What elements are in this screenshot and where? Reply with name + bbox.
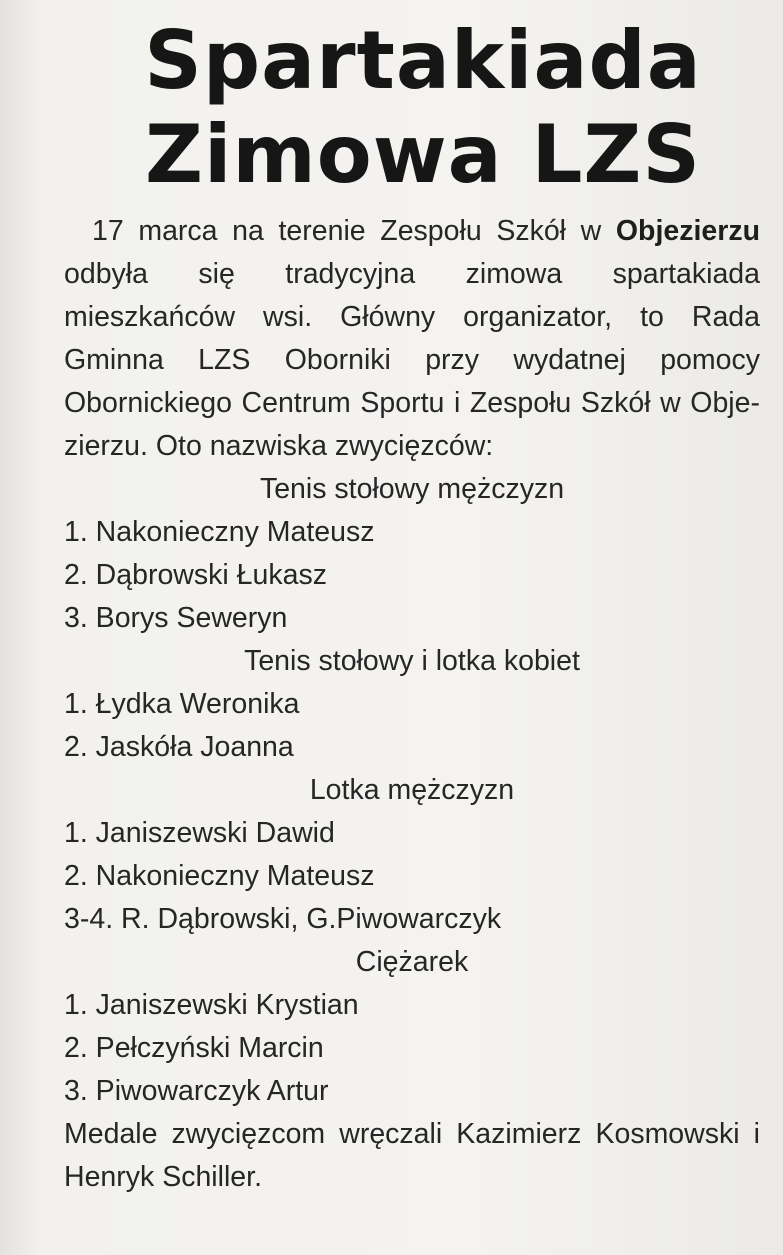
result-item: 2. Jaskóła Joanna bbox=[64, 731, 294, 763]
intro-text-before: 17 marca na terenie Zespołu Szkół w bbox=[92, 215, 616, 247]
result-item: 1. Nakonieczny Mateusz bbox=[64, 516, 375, 548]
results-section-women-table-tennis-darts bbox=[64, 640, 760, 769]
section-heading: Tenis stołowy i lotka kobiet bbox=[244, 645, 580, 677]
intro-text-after: odbyła się tradycyjna zimowa spartakiada mieszkańców wsi. Główny organizator, to Rada Gminna LZS Oborniki przy wydatnej pomocy Obornickiego Centrum Sportu i Zespołu Szkół w Objezierzu. Oto nazwiska zwycięzców: bbox=[64, 258, 760, 462]
intro-paragraph bbox=[64, 210, 760, 468]
section-heading: Lotka mężczyzn bbox=[309, 774, 515, 806]
title-line-2: Zimowa LZS bbox=[144, 108, 702, 201]
title-line-1: Spartakiada bbox=[144, 14, 702, 107]
result-item: 1. Janiszewski Dawid bbox=[64, 817, 335, 849]
result-item: 1. Łydka Weronika bbox=[64, 688, 300, 720]
section-heading: Ciężarek bbox=[355, 946, 469, 978]
results-section-men-table-tennis bbox=[64, 468, 760, 640]
result-item: 2. Nakonieczny Mateusz bbox=[64, 860, 375, 892]
article-body bbox=[64, 210, 760, 1199]
results-section-men-darts bbox=[64, 769, 760, 941]
result-item: 1. Janiszewski Krystian bbox=[64, 989, 359, 1021]
results-section-weight bbox=[64, 941, 760, 1113]
closing-paragraph: Medale zwycięzcom wręczali Kazimierz Kosmowski i Henryk Schiller. bbox=[64, 1118, 760, 1193]
result-item: 2. Pełczyński Marcin bbox=[64, 1032, 324, 1064]
article-title bbox=[108, 14, 738, 202]
result-item: 3. Piwowarczyk Artur bbox=[64, 1075, 329, 1107]
result-item: 3-4. R. Dąbrowski, G.Piwowarczyk bbox=[64, 903, 502, 935]
intro-bold-place: Objezierzu bbox=[615, 215, 760, 247]
section-heading: Tenis stołowy mężczyzn bbox=[259, 473, 565, 505]
result-item: 3. Borys Seweryn bbox=[64, 602, 288, 634]
result-item: 2. Dąbrowski Łukasz bbox=[64, 559, 327, 591]
